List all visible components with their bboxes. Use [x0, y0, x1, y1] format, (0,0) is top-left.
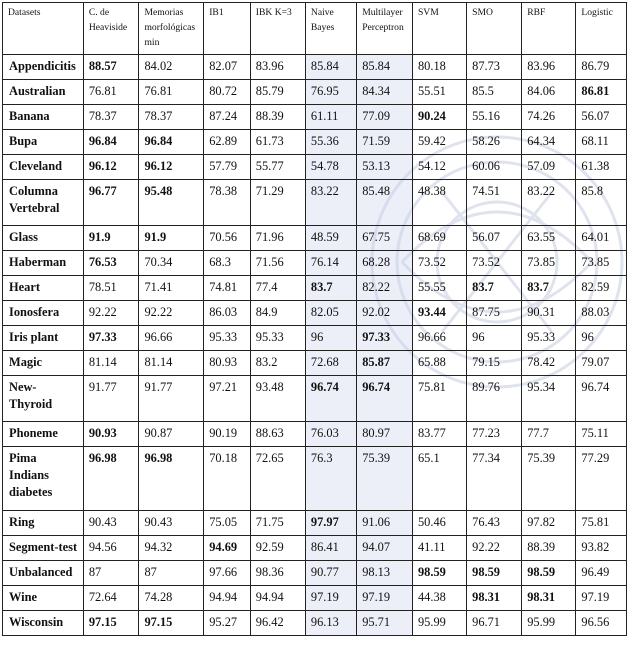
value-cell: 97.82	[522, 511, 576, 536]
value-cell: 60.06	[467, 155, 522, 180]
value-cell: 75.81	[412, 376, 466, 422]
value-cell: 55.16	[467, 105, 522, 130]
column-header: Datasets	[3, 3, 84, 55]
value-cell: 58.26	[467, 130, 522, 155]
value-cell: 96.13	[305, 611, 356, 636]
value-cell: 90.77	[305, 561, 356, 586]
value-cell: 56.07	[467, 226, 522, 251]
value-cell: 90.43	[83, 511, 139, 536]
dataset-name-cell: Australian	[3, 80, 84, 105]
value-cell: 88.39	[522, 536, 576, 561]
table-row	[3, 511, 627, 536]
value-cell: 96.77	[83, 180, 139, 226]
value-cell: 56.07	[576, 105, 627, 130]
value-cell: 57.09	[522, 155, 576, 180]
value-cell: 70.56	[204, 226, 251, 251]
value-cell: 97.66	[204, 561, 251, 586]
value-cell: 94.32	[139, 536, 204, 561]
results-table-container	[2, 2, 627, 636]
table-row	[3, 611, 627, 636]
value-cell: 74.26	[522, 105, 576, 130]
value-cell: 71.59	[357, 130, 413, 155]
value-cell: 54.78	[305, 155, 356, 180]
table-row	[3, 536, 627, 561]
column-header: Memorias morfológicas min	[139, 3, 204, 55]
value-cell: 96.12	[139, 155, 204, 180]
value-cell: 97.19	[357, 586, 413, 611]
column-header: IB1	[204, 3, 251, 55]
value-cell: 75.81	[576, 511, 627, 536]
table-row	[3, 130, 627, 155]
value-cell: 70.34	[139, 251, 204, 276]
value-cell: 98.36	[250, 561, 305, 586]
value-cell: 83.2	[250, 351, 305, 376]
value-cell: 96.74	[357, 376, 413, 422]
value-cell: 95.99	[522, 611, 576, 636]
value-cell: 98.59	[412, 561, 466, 586]
value-cell: 74.81	[204, 276, 251, 301]
value-cell: 64.34	[522, 130, 576, 155]
value-cell: 72.64	[83, 586, 139, 611]
value-cell: 90.93	[83, 422, 139, 447]
value-cell: 55.36	[305, 130, 356, 155]
value-cell: 83.22	[305, 180, 356, 226]
value-cell: 87.24	[204, 105, 251, 130]
value-cell: 77.09	[357, 105, 413, 130]
value-cell: 84.9	[250, 301, 305, 326]
value-cell: 54.12	[412, 155, 466, 180]
value-cell: 93.44	[412, 301, 466, 326]
value-cell: 78.37	[83, 105, 139, 130]
value-cell: 91.9	[83, 226, 139, 251]
value-cell: 89.76	[467, 376, 522, 422]
value-cell: 95.34	[522, 376, 576, 422]
value-cell: 80.18	[412, 55, 466, 80]
value-cell: 72.68	[305, 351, 356, 376]
value-cell: 83.22	[522, 180, 576, 226]
value-cell: 68.69	[412, 226, 466, 251]
column-header: IBK K=3	[250, 3, 305, 55]
value-cell: 74.28	[139, 586, 204, 611]
value-cell: 63.55	[522, 226, 576, 251]
value-cell: 88.63	[250, 422, 305, 447]
value-cell: 96.84	[83, 130, 139, 155]
value-cell: 85.84	[305, 55, 356, 80]
value-cell: 85.5	[467, 80, 522, 105]
value-cell: 55.51	[412, 80, 466, 105]
value-cell: 97.19	[576, 586, 627, 611]
value-cell: 80.97	[357, 422, 413, 447]
value-cell: 93.48	[250, 376, 305, 422]
table-row	[3, 301, 627, 326]
value-cell: 96.98	[83, 447, 139, 511]
value-cell: 98.13	[357, 561, 413, 586]
value-cell: 86.81	[576, 80, 627, 105]
table-row	[3, 80, 627, 105]
value-cell: 64.01	[576, 226, 627, 251]
value-cell: 85.84	[357, 55, 413, 80]
value-cell: 92.02	[357, 301, 413, 326]
value-cell: 98.31	[467, 586, 522, 611]
value-cell: 76.95	[305, 80, 356, 105]
value-cell: 82.07	[204, 55, 251, 80]
value-cell: 85.8	[576, 180, 627, 226]
value-cell: 88.57	[83, 55, 139, 80]
value-cell: 59.42	[412, 130, 466, 155]
value-cell: 68.11	[576, 130, 627, 155]
value-cell: 73.85	[522, 251, 576, 276]
value-cell: 91.9	[139, 226, 204, 251]
value-cell: 68.28	[357, 251, 413, 276]
value-cell: 62.89	[204, 130, 251, 155]
table-row	[3, 155, 627, 180]
column-header: C. de Heaviside	[83, 3, 139, 55]
value-cell: 75.11	[576, 422, 627, 447]
value-cell: 90.87	[139, 422, 204, 447]
value-cell: 96.74	[576, 376, 627, 422]
dataset-name-cell: Wisconsin	[3, 611, 84, 636]
value-cell: 92.22	[139, 301, 204, 326]
value-cell: 65.88	[412, 351, 466, 376]
value-cell: 87	[83, 561, 139, 586]
dataset-name-cell: Ionosfera	[3, 301, 84, 326]
value-cell: 61.73	[250, 130, 305, 155]
value-cell: 83.96	[250, 55, 305, 80]
value-cell: 76.14	[305, 251, 356, 276]
dataset-name-cell: Glass	[3, 226, 84, 251]
value-cell: 76.43	[467, 511, 522, 536]
results-table	[2, 2, 627, 636]
value-cell: 71.41	[139, 276, 204, 301]
value-cell: 76.53	[83, 251, 139, 276]
value-cell: 76.03	[305, 422, 356, 447]
value-cell: 75.39	[522, 447, 576, 511]
column-header: Logistic	[576, 3, 627, 55]
value-cell: 55.77	[250, 155, 305, 180]
value-cell: 78.38	[204, 180, 251, 226]
value-cell: 77.4	[250, 276, 305, 301]
value-cell: 96.98	[139, 447, 204, 511]
value-cell: 80.93	[204, 351, 251, 376]
column-header: Multilayer Perceptron	[357, 3, 413, 55]
table-row	[3, 276, 627, 301]
value-cell: 77.34	[467, 447, 522, 511]
value-cell: 95.27	[204, 611, 251, 636]
value-cell: 76.3	[305, 447, 356, 511]
value-cell: 84.02	[139, 55, 204, 80]
value-cell: 97.33	[357, 326, 413, 351]
value-cell: 82.05	[305, 301, 356, 326]
value-cell: 92.22	[467, 536, 522, 561]
table-row	[3, 226, 627, 251]
value-cell: 93.82	[576, 536, 627, 561]
value-cell: 95.33	[522, 326, 576, 351]
value-cell: 71.29	[250, 180, 305, 226]
value-cell: 79.15	[467, 351, 522, 376]
value-cell: 83.7	[467, 276, 522, 301]
value-cell: 80.72	[204, 80, 251, 105]
value-cell: 96	[467, 326, 522, 351]
value-cell: 48.38	[412, 180, 466, 226]
value-cell: 98.31	[522, 586, 576, 611]
value-cell: 68.3	[204, 251, 251, 276]
value-cell: 83.77	[412, 422, 466, 447]
value-cell: 84.06	[522, 80, 576, 105]
value-cell: 73.52	[412, 251, 466, 276]
value-cell: 76.81	[83, 80, 139, 105]
table-row	[3, 376, 627, 422]
value-cell: 77.29	[576, 447, 627, 511]
table-row	[3, 351, 627, 376]
value-cell: 96.84	[139, 130, 204, 155]
value-cell: 85.48	[357, 180, 413, 226]
value-cell: 86.79	[576, 55, 627, 80]
value-cell: 72.65	[250, 447, 305, 511]
value-cell: 81.14	[83, 351, 139, 376]
value-cell: 95.99	[412, 611, 466, 636]
value-cell: 81.14	[139, 351, 204, 376]
table-row	[3, 586, 627, 611]
table-row	[3, 251, 627, 276]
dataset-name-cell: Banana	[3, 105, 84, 130]
value-cell: 98.59	[467, 561, 522, 586]
value-cell: 41.11	[412, 536, 466, 561]
value-cell: 95.33	[204, 326, 251, 351]
value-cell: 94.07	[357, 536, 413, 561]
value-cell: 71.96	[250, 226, 305, 251]
value-cell: 97.33	[83, 326, 139, 351]
value-cell: 85.79	[250, 80, 305, 105]
value-cell: 96.56	[576, 611, 627, 636]
value-cell: 97.21	[204, 376, 251, 422]
value-cell: 87	[139, 561, 204, 586]
value-cell: 91.06	[357, 511, 413, 536]
dataset-name-cell: Segment-test	[3, 536, 84, 561]
value-cell: 82.59	[576, 276, 627, 301]
table-row	[3, 447, 627, 511]
value-cell: 92.22	[83, 301, 139, 326]
value-cell: 78.42	[522, 351, 576, 376]
dataset-name-cell: Haberman	[3, 251, 84, 276]
table-row	[3, 180, 627, 226]
column-header: SVM	[412, 3, 466, 55]
value-cell: 92.59	[250, 536, 305, 561]
value-cell: 44.38	[412, 586, 466, 611]
table-row	[3, 55, 627, 80]
value-cell: 73.85	[576, 251, 627, 276]
value-cell: 88.39	[250, 105, 305, 130]
value-cell: 53.13	[357, 155, 413, 180]
value-cell: 87.73	[467, 55, 522, 80]
value-cell: 76.81	[139, 80, 204, 105]
value-cell: 70.18	[204, 447, 251, 511]
value-cell: 84.34	[357, 80, 413, 105]
dataset-name-cell: Phoneme	[3, 422, 84, 447]
dataset-name-cell: Appendicitis	[3, 55, 84, 80]
value-cell: 96.71	[467, 611, 522, 636]
dataset-name-cell: Magic	[3, 351, 84, 376]
value-cell: 79.07	[576, 351, 627, 376]
value-cell: 96.49	[576, 561, 627, 586]
value-cell: 74.51	[467, 180, 522, 226]
dataset-name-cell: Columna Vertebral	[3, 180, 84, 226]
value-cell: 77.23	[467, 422, 522, 447]
value-cell: 91.77	[139, 376, 204, 422]
value-cell: 90.31	[522, 301, 576, 326]
value-cell: 83.96	[522, 55, 576, 80]
dataset-name-cell: Pima Indians diabetes	[3, 447, 84, 511]
value-cell: 96.74	[305, 376, 356, 422]
value-cell: 96.66	[412, 326, 466, 351]
table-row	[3, 561, 627, 586]
value-cell: 50.46	[412, 511, 466, 536]
value-cell: 90.24	[412, 105, 466, 130]
dataset-name-cell: Bupa	[3, 130, 84, 155]
value-cell: 97.15	[83, 611, 139, 636]
value-cell: 85.87	[357, 351, 413, 376]
value-cell: 71.75	[250, 511, 305, 536]
value-cell: 78.51	[83, 276, 139, 301]
value-cell: 96.42	[250, 611, 305, 636]
value-cell: 73.52	[467, 251, 522, 276]
column-header: SMO	[467, 3, 522, 55]
table-body	[3, 55, 627, 636]
value-cell: 77.7	[522, 422, 576, 447]
value-cell: 94.94	[204, 586, 251, 611]
value-cell: 87.75	[467, 301, 522, 326]
value-cell: 61.11	[305, 105, 356, 130]
value-cell: 48.59	[305, 226, 356, 251]
table-row	[3, 105, 627, 130]
column-header: RBF	[522, 3, 576, 55]
value-cell: 86.03	[204, 301, 251, 326]
dataset-name-cell: Ring	[3, 511, 84, 536]
value-cell: 75.05	[204, 511, 251, 536]
value-cell: 90.43	[139, 511, 204, 536]
value-cell: 94.94	[250, 586, 305, 611]
dataset-name-cell: Heart	[3, 276, 84, 301]
dataset-name-cell: Iris plant	[3, 326, 84, 351]
value-cell: 83.7	[522, 276, 576, 301]
dataset-name-cell: Unbalanced	[3, 561, 84, 586]
value-cell: 91.77	[83, 376, 139, 422]
value-cell: 61.38	[576, 155, 627, 180]
value-cell: 90.19	[204, 422, 251, 447]
value-cell: 88.03	[576, 301, 627, 326]
value-cell: 67.75	[357, 226, 413, 251]
value-cell: 94.69	[204, 536, 251, 561]
value-cell: 95.33	[250, 326, 305, 351]
value-cell: 94.56	[83, 536, 139, 561]
value-cell: 86.41	[305, 536, 356, 561]
value-cell: 97.15	[139, 611, 204, 636]
value-cell: 83.7	[305, 276, 356, 301]
value-cell: 96.12	[83, 155, 139, 180]
dataset-name-cell: Wine	[3, 586, 84, 611]
value-cell: 65.1	[412, 447, 466, 511]
value-cell: 97.19	[305, 586, 356, 611]
value-cell: 96	[305, 326, 356, 351]
dataset-name-cell: New-Thyroid	[3, 376, 84, 422]
value-cell: 55.55	[412, 276, 466, 301]
value-cell: 96	[576, 326, 627, 351]
value-cell: 96.66	[139, 326, 204, 351]
dataset-name-cell: Cleveland	[3, 155, 84, 180]
value-cell: 57.79	[204, 155, 251, 180]
value-cell: 98.59	[522, 561, 576, 586]
column-header: Naive Bayes	[305, 3, 356, 55]
value-cell: 97.97	[305, 511, 356, 536]
table-row	[3, 326, 627, 351]
value-cell: 75.39	[357, 447, 413, 511]
value-cell: 71.56	[250, 251, 305, 276]
value-cell: 95.71	[357, 611, 413, 636]
value-cell: 82.22	[357, 276, 413, 301]
table-row	[3, 422, 627, 447]
value-cell: 78.37	[139, 105, 204, 130]
value-cell: 95.48	[139, 180, 204, 226]
table-header-row	[3, 3, 627, 55]
